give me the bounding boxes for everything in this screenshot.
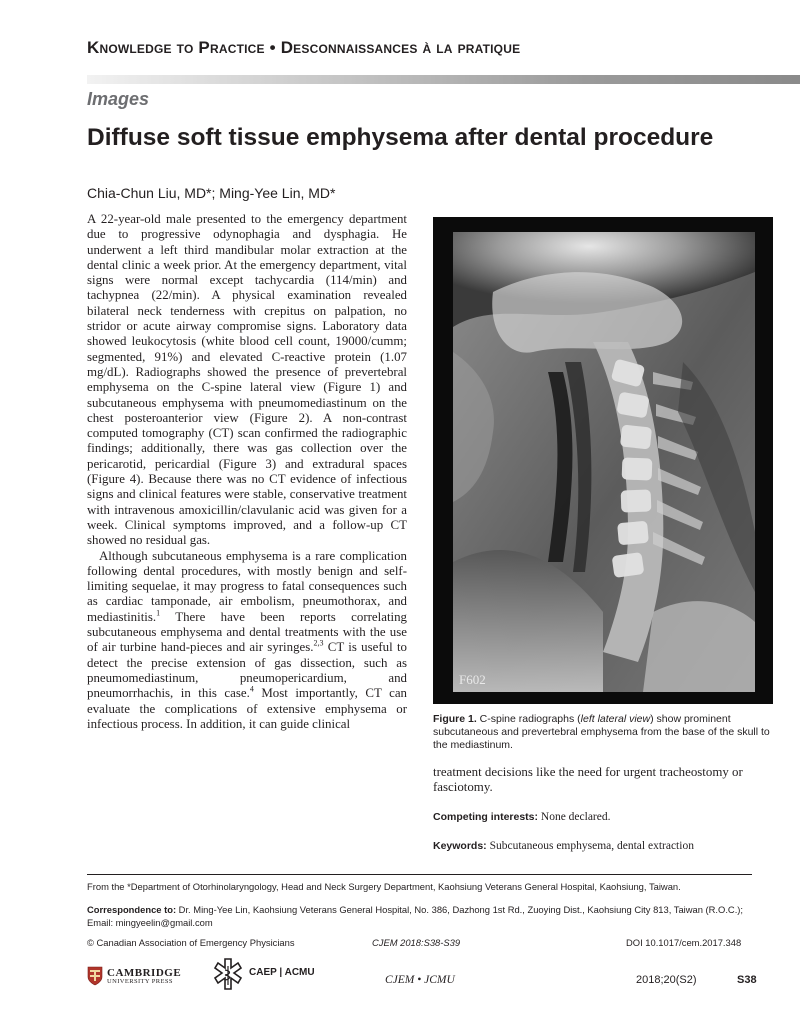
competing-interests-value: None declared.	[538, 811, 611, 823]
reference-1[interactable]: 1	[156, 608, 161, 618]
keywords-label: Keywords:	[433, 840, 487, 852]
figure-1-caption	[433, 713, 778, 752]
paragraph-2-part-b: There have been reports correlating subcutaneous emphysema and dental treatments with the use of air turbine hand-pieces and air syringes.	[87, 609, 407, 655]
reference-4[interactable]: 4	[249, 684, 254, 694]
figure-1-radiograph	[433, 217, 773, 704]
caep-name-fr: ACMU	[284, 967, 315, 978]
body-text-left-column	[87, 212, 407, 732]
volume-issue: 2018;20(S2)	[636, 974, 697, 986]
keywords-value: Subcutaneous emphysema, dental extraction	[486, 840, 694, 852]
doi-link[interactable]: DOI 10.1017/cem.2017.348	[626, 937, 742, 948]
figure-caption-part-a: C-spine radiographs (	[476, 713, 581, 725]
copyright: © Canadian Association of Emergency Physicians	[87, 937, 295, 948]
page-number: S38	[737, 974, 757, 986]
figure-caption-italic: left lateral view	[580, 713, 651, 725]
section-header: Knowledge to Practice • Desconnaissances à la pratique	[87, 38, 521, 57]
correspondence-label: Correspondence to:	[87, 904, 177, 915]
xray-watermark: F602	[459, 672, 486, 687]
header-bar	[87, 75, 800, 84]
paragraph-2	[87, 549, 407, 733]
xray-image	[453, 232, 755, 692]
correspondence-value: Dr. Ming-Yee Lin, Kaohsiung Veterans General Hospital, No. 386, Dazhong 1st Rd., Zuoying Dist., Kaohsiung City 813, Taiwan (R.O.C.); Email: mingyeelin@gmail.com	[87, 904, 744, 928]
competing-interests	[433, 811, 778, 823]
cambridge-logo	[87, 966, 187, 988]
cambridge-shield-icon	[87, 966, 103, 986]
caep-separator: |	[276, 967, 285, 978]
paragraph-2-part-d: Most importantly, CT can evaluate the complications of extensive emphysema or infectious process. In addition, it can guide clinical	[87, 686, 407, 731]
journal-citation: CJEM 2018:S38-S39	[372, 937, 461, 948]
caep-wordmark	[249, 967, 315, 978]
section-label: Images	[87, 89, 150, 109]
footer-divider	[87, 874, 752, 875]
paragraph-2-part-a: Although subcutaneous emphysema is a rare complication following dental procedures, with mostly benign and self-limiting sequelae, it may progress to fatal consequences such as cardiac tamponade, air embolism, pneumothorax, and mediastinitis.	[87, 548, 407, 624]
correspondence	[87, 904, 757, 929]
article-title: Diffuse soft tissue emphysema after dental procedure	[87, 124, 714, 151]
cambridge-name: CAMBRIDGE	[107, 967, 182, 979]
cambridge-subtitle: UNIVERSITY PRESS	[107, 978, 173, 985]
caep-name-en: CAEP	[249, 967, 277, 978]
paragraph-1: A 22-year-old male presented to the emergency department due to progressive odynophagia and dysphagia. He underwent a left third mandibular molar extraction at the dental clinic a week prior. At the emergency department, vital signs were normal except tachycardia (114/min) and tachypnea (22/min). A physical examination revealed bilateral neck tenderness with crepitus on palpation, no stridor or acute airway compromise signs. Laboratory data showed leukocytosis (white blood cell count, 19000/cumm; segmented, 91%) and elevated C-reactive protein (1.07 mg/dL). Radiographs showed the presence of prevertebral emphysema on the C-spine lateral view (Figure 1) and subcutaneous emphysema with pneumomediastinum on the chest posteroanterior view (Figure 2). A non-contrast computed tomography (CT) scan confirmed the radiographic findings; additionally, there was gas collection over the pericarotid, pericardial (Figure 3) and extradural spaces (Figure 4). Because there was no CT evidence of infectious signs and clinical features were stable, conservative treatment with intravenous amoxicillin/clavulanic acid was given for a week. Clinical symptoms improved, and a follow-up CT showed no residual gas.	[87, 212, 407, 548]
keywords	[433, 840, 778, 852]
paragraph-2-part-c: CT is useful to detect the precise extension of gas dissection, such as pneumomediastinum, pneumopericardium, and pneumorrhachis, in this case.	[87, 640, 407, 701]
competing-interests-label: Competing interests:	[433, 811, 539, 823]
journal-name: CJEM • JCMU	[385, 974, 455, 986]
caep-star-of-life-icon	[213, 958, 243, 990]
authors: Chia-Chun Liu, MD*; Ming-Yee Lin, MD*	[87, 185, 336, 201]
caep-logo	[213, 958, 343, 992]
affiliation: From the *Department of Otorhinolaryngology, Head and Neck Surgery Department, Kaohsiung Veterans General Hospital, Kaohsiung, Taiwan.	[87, 881, 681, 892]
reference-2-3[interactable]: 2,3	[313, 639, 324, 649]
body-text-right-column: treatment decisions like the need for urgent tracheostomy or fasciotomy.	[433, 765, 743, 795]
figure-caption-label: Figure 1.	[433, 713, 477, 725]
figure-caption-part-b: ) show prominent subcutaneous and prevertebral emphysema from the base of the skull to the mediastinum.	[433, 713, 770, 751]
